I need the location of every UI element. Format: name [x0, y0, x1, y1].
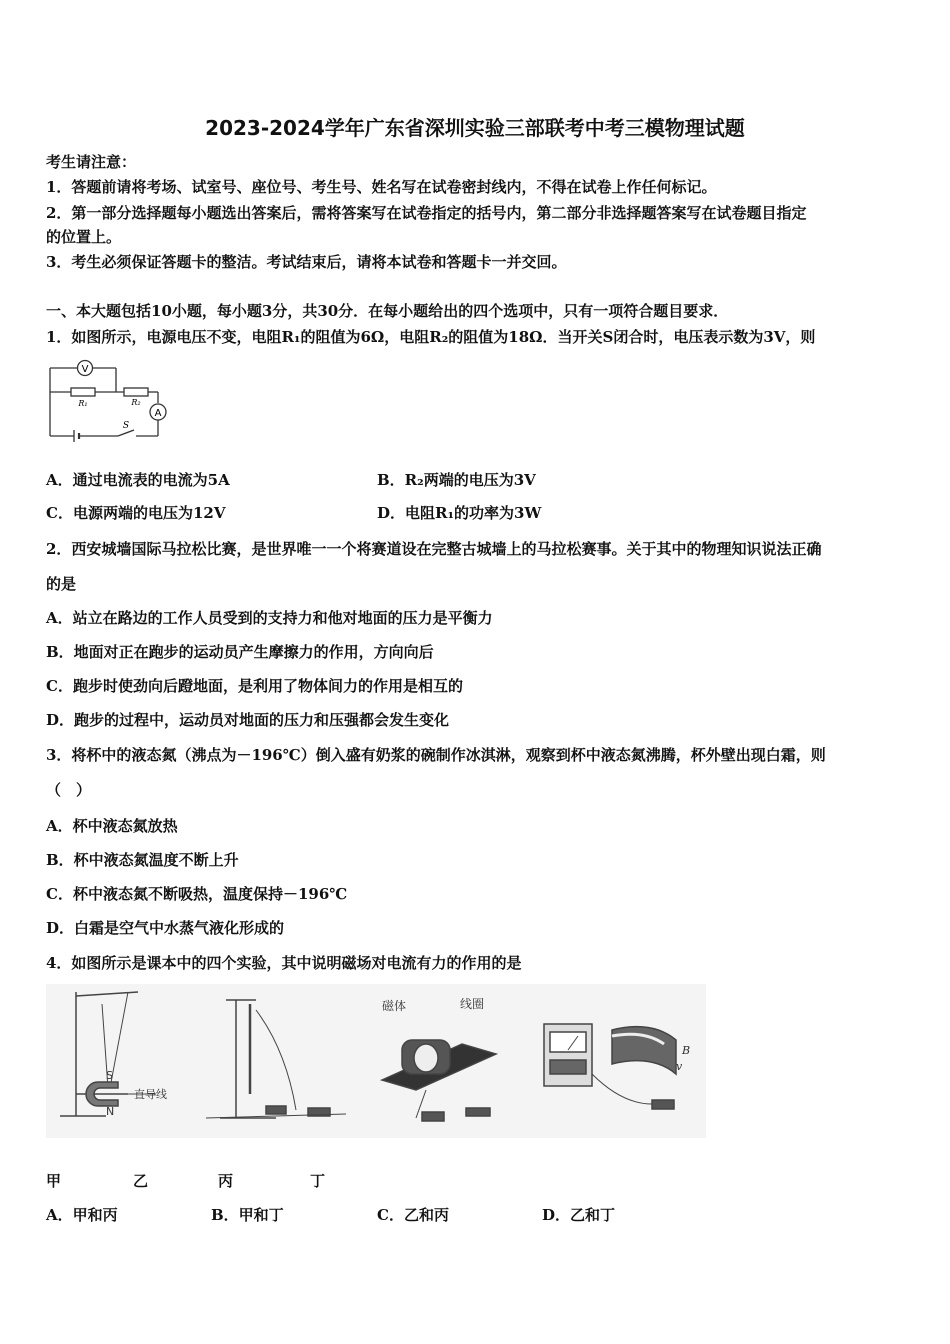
notice-item: 的位置上。 — [46, 228, 122, 246]
label-b: B — [682, 1044, 691, 1057]
r2-label: R₂ — [131, 398, 141, 407]
caption-bing: 丙 — [218, 1172, 234, 1190]
switch-label: S — [122, 421, 130, 431]
page-title: 2023-2024学年广东省深圳实验三部联考中考三模物理试题 — [205, 116, 745, 140]
option-d: D．电阻R₁的功率为3W — [377, 504, 542, 522]
section-heading: 一、本大题包括10小题，每小题3分，共30分．在每小题给出的四个选项中，只有一项符合题目要求． — [46, 302, 729, 320]
option-c: C．电源两端的电压为12V — [46, 504, 226, 522]
experiments-figure — [46, 984, 706, 1138]
option-b: B．R₂两端的电压为3V — [377, 471, 536, 489]
option-d: D．白霜是空气中水蒸气液化形成的 — [46, 919, 285, 937]
option-a: A．站立在路边的工作人员受到的支持力和他对地面的压力是平衡力 — [46, 609, 493, 627]
option-a: A．杯中液态氮放热 — [46, 817, 178, 835]
label-s: S — [106, 1069, 113, 1082]
label-magnet: 磁体 — [382, 999, 407, 1013]
notice-heading: 考生请注意： — [46, 153, 137, 171]
option-c: C．跑步时使劲向后蹬地面，是利用了物体间力的作用是相互的 — [46, 677, 463, 695]
option-c: C．乙和丙 — [377, 1206, 449, 1224]
caption-jia: 甲 — [46, 1172, 62, 1190]
option-c: C．杯中液态氮不断吸热，温度保持－196℃ — [46, 885, 348, 903]
option-a: A．通过电流表的电流为5A — [46, 471, 230, 489]
option-a: A．甲和丙 — [46, 1206, 118, 1224]
r1-label: R₁ — [78, 399, 88, 408]
question-2-stem-cont: 的是 — [46, 575, 77, 593]
option-d: D．跑步的过程中，运动员对地面的压力和压强都会发生变化 — [46, 711, 450, 729]
label-coil: 线圈 — [460, 997, 485, 1011]
notice-item: 2．第一部分选择题每小题选出答案后，需将答案写在试卷指定的括号内，第二部分非选择题答案写在试卷题目指定 — [46, 204, 807, 222]
option-d: D．乙和丁 — [542, 1206, 616, 1224]
question-3-stem-cont: （ ） — [46, 781, 92, 799]
circuit-diagram — [44, 357, 176, 445]
caption-ding: 丁 — [310, 1172, 326, 1190]
ammeter-label: A — [154, 408, 162, 419]
notice-item: 1．答题前请将考场、试室号、座位号、考生号、姓名写在试卷密封线内，不得在试卷上作任何标记。 — [46, 178, 717, 196]
caption-yi: 乙 — [133, 1172, 149, 1190]
option-b: B．甲和丁 — [211, 1206, 284, 1224]
option-b: B．地面对正在跑步的运动员产生摩擦力的作用，方向向后 — [46, 643, 434, 661]
label-wire: 直导线 — [134, 1088, 167, 1101]
label-n: N — [106, 1105, 115, 1118]
question-4-stem: 4．如图所示是课本中的四个实验，其中说明磁场对电流有力的作用的是 — [46, 954, 522, 972]
notice-item: 3．考生必须保证答题卡的整洁。考试结束后，请将本试卷和答题卡一并交回。 — [46, 253, 567, 271]
option-b: B．杯中液态氮温度不断上升 — [46, 851, 239, 869]
question-1-stem: 1．如图所示，电源电压不变，电阻R₁的阻值为6Ω，电阻R₂的阻值为18Ω．当开关S闭合时，电压表示数为3V，则 — [46, 328, 816, 346]
voltmeter-label: V — [81, 364, 89, 375]
question-2-stem: 2．西安城墙国际马拉松比赛，是世界唯一一个将赛道设在完整古城墙上的马拉松赛事。关于其中的物理知识说法正确 — [46, 540, 822, 558]
label-v: v — [676, 1060, 683, 1073]
question-3-stem: 3．将杯中的液态氮（沸点为－196℃）倒入盛有奶浆的碗制作冰淇淋，观察到杯中液态氮沸腾，杯外壁出现白霜，则 — [46, 746, 826, 764]
